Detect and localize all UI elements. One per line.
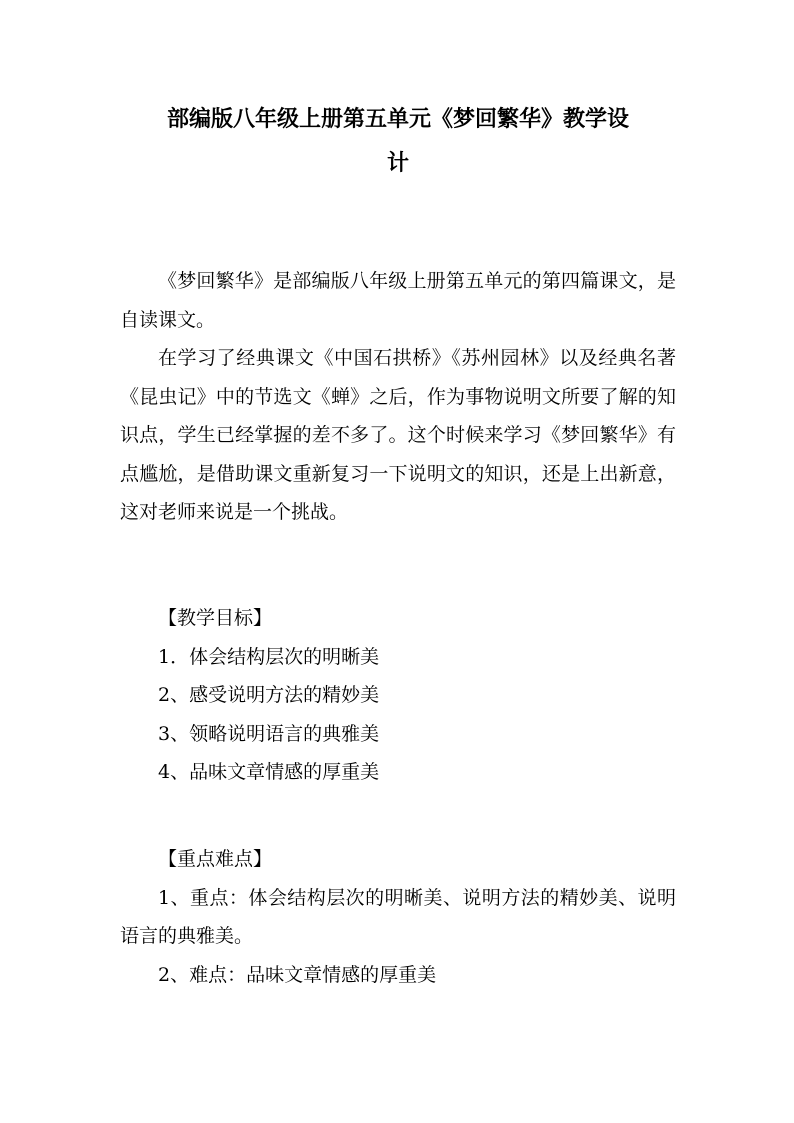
objective-item-2: 2、感受说明方法的精妙美	[158, 684, 380, 706]
objective-item-3: 3、领略说明语言的典雅美	[158, 722, 380, 745]
key-point-item-1: 1、重点：体会结构层次的明晰美、说明方法的精妙美、说明语言的典雅美。	[120, 886, 676, 947]
intro-section	[120, 262, 676, 532]
key-points-section	[120, 840, 676, 994]
key-points-heading: 【重点难点】	[158, 848, 273, 870]
objective-item-4: 4、品味文章情感的厚重美	[158, 761, 380, 783]
document-title	[120, 97, 676, 185]
objectives-heading: 【教学目标】	[158, 607, 273, 629]
key-point-item-2: 2、难点：品味文章情感的厚重美	[158, 963, 437, 986]
title-line-2: 计	[386, 150, 409, 176]
title-line-1: 部编版八年级上册第五单元《梦回繁华》教学设	[166, 106, 629, 132]
objectives-section	[120, 599, 676, 792]
intro-paragraph-2: 在学习了经典课文《中国石拱桥》《苏州园林》以及经典名著《昆虫记》中的节选文《蝉》之后，作为事物说明文所要了解的知识点，学生已经掌握的差不多了。这个时候来学习《梦回繁华》有点尴尬，是借助课文重新复习一下说明文的知识，还是上出新意，这对老师来说是一个挑战。	[120, 347, 676, 523]
objective-item-1: 1．体会结构层次的明晰美	[158, 645, 380, 668]
intro-paragraph-1: 《梦回繁华》是部编版八年级上册第五单元的第四篇课文，是自读课文。	[120, 270, 676, 331]
